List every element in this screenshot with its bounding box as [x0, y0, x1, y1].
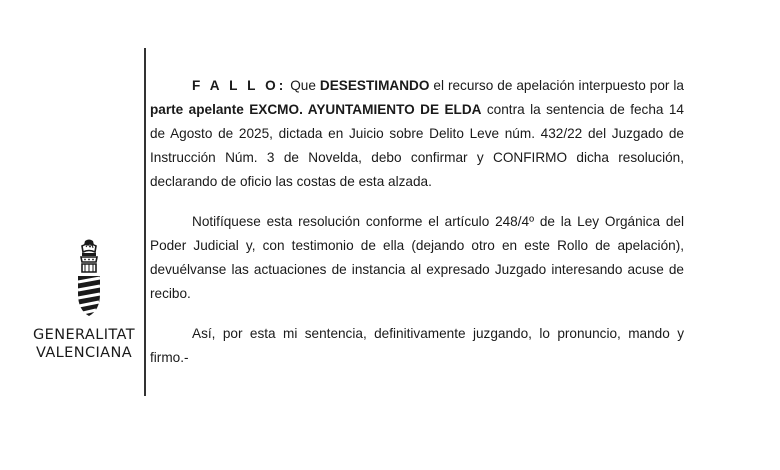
ruling-text-1: Que [286, 78, 320, 93]
notification-text: Notifíquese esta resolución conforme el artículo 248/4º de la Ley Orgánica del Poder Judicial y, con testimonio de ella (dejando otro en este Rollo de apelación), devuélvanse las actuaciones de instancia al expresado Juzgado interesando acuse de recibo. [150, 214, 684, 301]
logo-line-2: VALENCIANA [35, 345, 133, 361]
fallo-label: F A L L O: [192, 78, 287, 93]
ruling-text-3: contra la sentencia de fecha 14 de Agosto de 2025, dictada en Juicio sobre Delito Leve núm. 432/22 del Juzgado de Instrucción Núm. 3 de Novelda, debo confirmar y CONFIRMO dicha resolución, declarando de oficio las costas de esta alzada. [150, 102, 684, 189]
document-body [150, 74, 684, 386]
logo-line-1: GENERALITAT [33, 327, 135, 343]
closing-paragraph [150, 322, 684, 370]
logo-wordmark [20, 326, 148, 362]
notification-paragraph [150, 210, 684, 306]
vertical-divider [144, 48, 146, 396]
coat-of-arms-icon [76, 238, 102, 318]
ruling-text-2: el recurso de apelación interpuesto por la [429, 78, 684, 93]
appellant-party: parte apelante EXCMO. AYUNTAMIENTO DE ELDA [150, 102, 482, 117]
ruling-paragraph [150, 74, 684, 194]
closing-text: Así, por esta mi sentencia, definitivamente juzgando, lo pronuncio, mando y firmo.- [150, 326, 684, 365]
desestimando-keyword: DESESTIMANDO [319, 78, 430, 93]
